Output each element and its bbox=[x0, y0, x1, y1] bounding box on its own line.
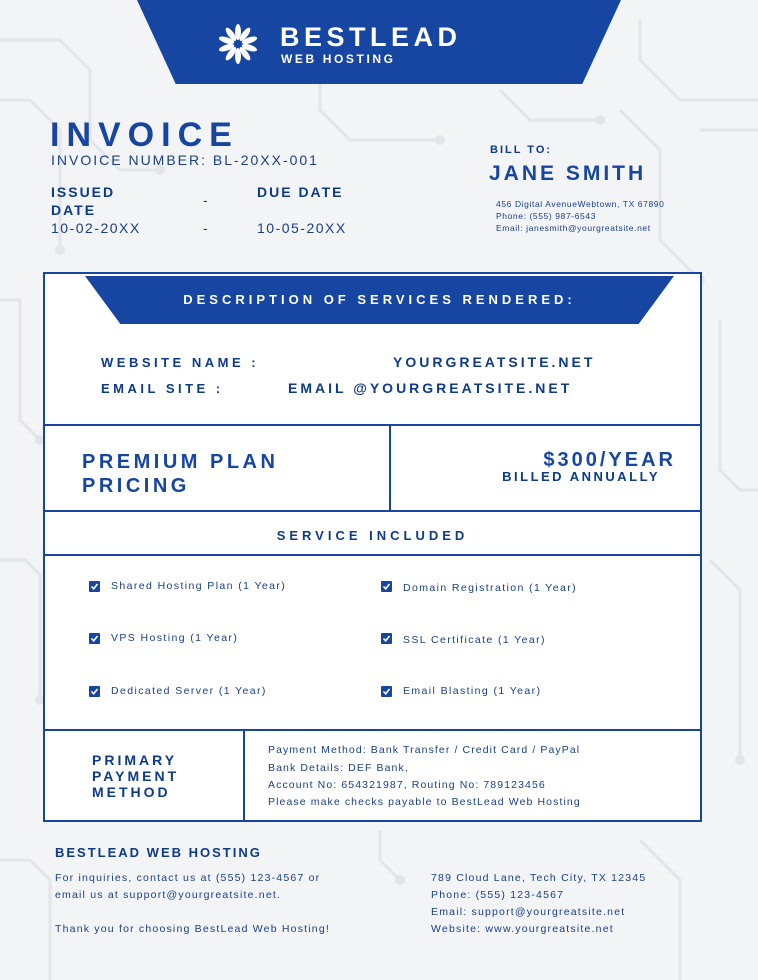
bill-to-phone: Phone: (555) 987-6543 bbox=[496, 211, 597, 221]
date-separator: - bbox=[203, 220, 208, 236]
checkbox-checked-icon bbox=[381, 581, 392, 592]
issued-date-value: 10-02-20XX bbox=[51, 220, 141, 236]
checkbox-checked-icon bbox=[89, 686, 100, 697]
footer-title: BESTLEAD WEB HOSTING bbox=[55, 845, 262, 860]
footer-inquiries: email us at support@yourgreatsite.net. bbox=[55, 889, 282, 901]
plan-title: PREMIUM PLAN PRICING bbox=[82, 451, 279, 497]
website-name-value: YOURGREATSITE.NET bbox=[393, 354, 596, 370]
service-item-label: Domain Registration (1 Year) bbox=[403, 582, 578, 594]
footer-website: Website: www.yourgreatsite.net bbox=[431, 923, 614, 935]
footer-inquiries: For inquiries, contact us at (555) 123-4567 or bbox=[55, 872, 321, 884]
services-heading: DESCRIPTION OF SERVICES RENDERED: bbox=[183, 292, 576, 307]
footer-email: Email: support@yourgreatsite.net bbox=[431, 906, 626, 918]
issued-date-label: ISSUED DATE bbox=[51, 184, 116, 218]
bill-to-address: 456 Digital AvenueWebtown, TX 67890 bbox=[496, 199, 665, 209]
footer-thanks: Thank you for choosing BestLead Web Hosting! bbox=[55, 923, 330, 935]
account-details-text: Account No: 654321987, Routing No: 789123456 bbox=[268, 779, 546, 791]
website-name-label: WEBSITE NAME : bbox=[101, 355, 260, 370]
brand-tagline: WEB HOSTING bbox=[281, 52, 396, 66]
email-site-label: EMAIL SITE : bbox=[101, 381, 224, 396]
starburst-logo-icon bbox=[216, 22, 260, 66]
invoice-number: INVOICE NUMBER: BL-20XX-001 bbox=[51, 152, 319, 168]
checks-note-text: Please make checks payable to BestLead Web Hosting bbox=[268, 796, 581, 808]
service-item-label: Email Blasting (1 Year) bbox=[403, 685, 542, 697]
plan-price: $300/YEAR bbox=[543, 449, 676, 471]
brand-name: BESTLEAD bbox=[280, 22, 462, 52]
service-included-heading: SERVICE INCLUDED bbox=[276, 528, 469, 543]
service-item-label: Dedicated Server (1 Year) bbox=[111, 685, 267, 697]
bill-to-email: Email: janesmith@yourgreatsite.net bbox=[496, 223, 651, 233]
divider bbox=[45, 729, 700, 731]
divider bbox=[45, 554, 700, 556]
due-date-label: DUE DATE bbox=[257, 184, 344, 200]
divider bbox=[243, 731, 245, 820]
footer-address: 789 Cloud Lane, Tech City, TX 12345 bbox=[431, 872, 647, 884]
divider bbox=[45, 510, 700, 512]
invoice-title: INVOICE bbox=[50, 116, 239, 154]
plan-billing: BILLED ANNUALLY bbox=[502, 469, 660, 484]
bill-to-name: JANE SMITH bbox=[489, 162, 647, 185]
checkbox-checked-icon bbox=[89, 581, 100, 592]
service-item-label: VPS Hosting (1 Year) bbox=[111, 632, 239, 644]
email-site-value: EMAIL @YOURGREATSITE.NET bbox=[288, 380, 573, 396]
bank-details-text: Bank Details: DEF Bank, bbox=[268, 762, 409, 774]
footer-phone: Phone: (555) 123-4567 bbox=[431, 889, 565, 901]
checkbox-checked-icon bbox=[381, 633, 392, 644]
service-item-label: SSL Certificate (1 Year) bbox=[403, 634, 546, 646]
date-separator: - bbox=[203, 192, 208, 208]
service-item-label: Shared Hosting Plan (1 Year) bbox=[111, 580, 287, 592]
payment-method-text: Payment Method: Bank Transfer / Credit Card / PayPal bbox=[268, 744, 581, 756]
divider bbox=[389, 426, 391, 510]
due-date-value: 10-05-20XX bbox=[257, 220, 347, 236]
checkbox-checked-icon bbox=[89, 633, 100, 644]
payment-method-title: PRIMARY PAYMENT METHOD bbox=[92, 752, 180, 800]
divider bbox=[45, 424, 700, 426]
checkbox-checked-icon bbox=[381, 686, 392, 697]
bill-to-label: BILL TO: bbox=[490, 144, 553, 156]
